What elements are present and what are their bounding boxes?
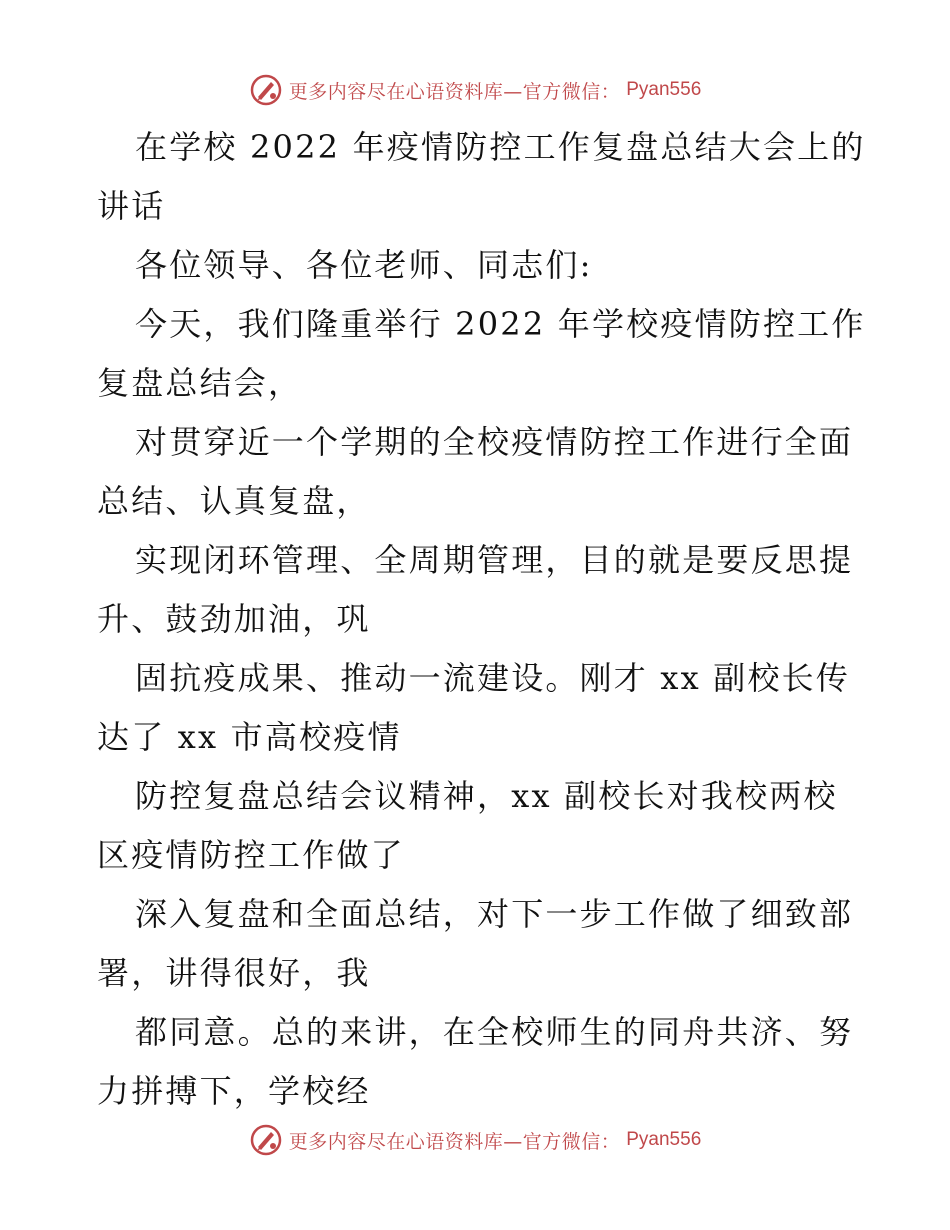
paragraph-line: 今天，我们隆重举行 2022 年学校疫情防控工作 <box>135 305 866 343</box>
quill-seal-icon <box>249 1123 283 1157</box>
header-banner <box>0 68 950 112</box>
paragraph-line: 达了 xx 市高校疫情 <box>97 718 402 756</box>
footer-banner-text: 更多内容尽在心语资料库—官方微信： <box>288 1130 621 1153</box>
paragraph-line: 固抗疫成果、推动一流建设。刚才 xx 副校长传 <box>135 659 851 697</box>
paragraph-line: 深入复盘和全面总结，对下一步工作做了细致部 <box>135 895 854 933</box>
paragraph-line: 实现闭环管理、全周期管理，目的就是要反思提 <box>135 541 854 579</box>
paragraph-line: 升、鼓劲加油，巩 <box>97 600 371 638</box>
document-body <box>97 118 866 1121</box>
paragraph-line: 对贯穿近一个学期的全校疫情防控工作进行全面 <box>135 423 854 461</box>
footer-wechat-id: Pyan556 <box>626 1129 702 1150</box>
title-line-1: 在学校 2022 年疫情防控工作复盘总结大会上的 <box>135 128 866 166</box>
header-wechat-id: Pyan556 <box>626 79 702 100</box>
paragraph-line: 防控复盘总结会议精神，xx 副校长对我校两校 <box>135 777 838 815</box>
title-line-2: 讲话 <box>97 187 166 225</box>
paragraph-line: 复盘总结会， <box>97 364 303 402</box>
paragraph-line: 力拼搏下，学校经 <box>97 1072 371 1110</box>
paragraph-line: 区疫情防控工作做了 <box>97 836 405 874</box>
salutation: 各位领导、各位老师、同志们: <box>135 246 593 284</box>
paragraph-line: 总结、认真复盘， <box>97 482 371 520</box>
quill-seal-icon <box>249 73 283 107</box>
header-banner-text: 更多内容尽在心语资料库—官方微信： <box>288 80 621 103</box>
footer-banner <box>0 1118 950 1162</box>
paragraph-line: 都同意。总的来讲，在全校师生的同舟共济、努 <box>135 1013 854 1051</box>
paragraph-line: 署，讲得很好，我 <box>97 954 371 992</box>
